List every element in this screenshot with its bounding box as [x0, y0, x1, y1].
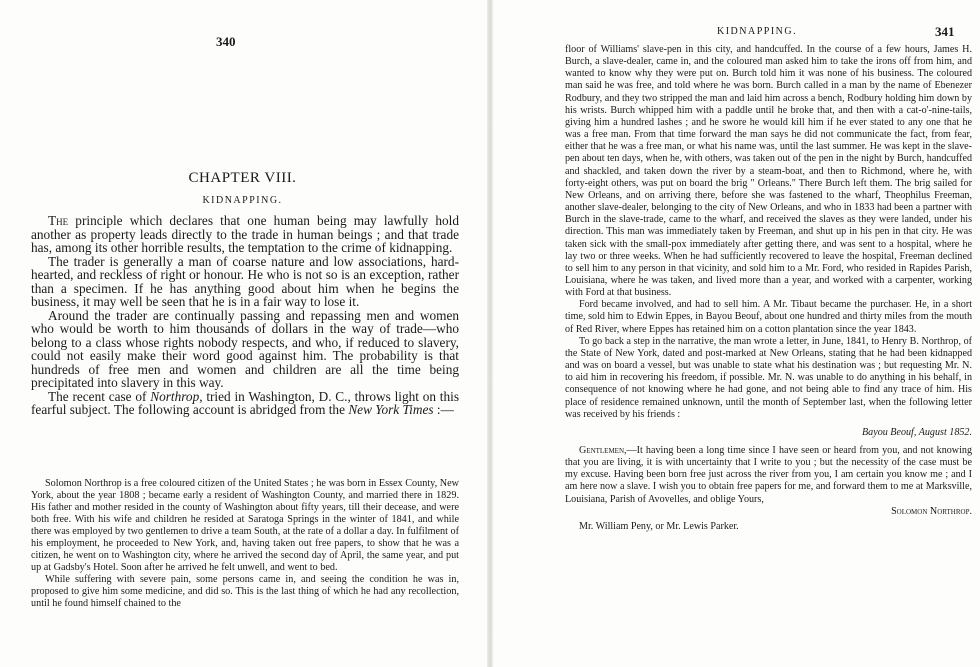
running-head: KIDNAPPING.: [717, 26, 798, 37]
left-page: [0, 0, 485, 667]
letter-salutation: Gentlemen,: [579, 445, 627, 456]
paragraph-3: Around the trader are continually passing and repassing men and women who would be worth to him thousands of dollars in the way of trade—who belong to a class whose rights nobody respects, and who, if reduced to slavery, could not easily make their word good against him. The probability is that hundreds of free men and women and children are all the time being precipitated into slavery in this way.: [31, 307, 459, 390]
quote-paragraph-1: Solomon Northrop is a free coloured citizen of the United States ; he was born in Essex County, New York, about the year 1808 ; became early a resident of Washington County, and married there in 1829. His father and mother resided in the county of Washington about fifty years, till their decease, and were both free. With his wife and children he resided at Saratoga Springs in the winter of 1841, and while there was employed by two gentlemen to drive a team South, at the rate of a dollar a day. In fulfilment of his employment, he proceeded to New York, and, having taken out free papers, to show that he was a citizen, he went on to Washington city, where he arrived the second day of April, the same year, and put up at Gadsby's Hotel. Soon after he arrived he felt unwell, and went to bed.: [31, 478, 459, 573]
letter-text: —It having been a long time since I have seen or heard from you, and not knowing that you are living, it is with uncertainty that I write to you ; but the necessity of the case must be my excuse. Having been born free just across the river from you, I am certain you know me ; and I am here now a slave. I wish you to obtain free papers for me, and forward them to me at Marksville, Louisiana, Parish of Avovelles, and oblige Yours,: [565, 445, 972, 505]
paragraph-letter-context: To go back a step in the narrative, the man wrote a letter, in June, 1841, to Henry B. Northrop, of the State of New York, dated and post-marked at New Orleans, stating that he had been kidnapped and was on board a vessel, but was unable to state what his destination was ; but requesting Mr. N. to aid him in recovering his freedom, if possible. Mr. N. was unable to do anything in his behalf, in consequence of not knowing where he had gone, and not being able to find any trace of him. His place of residence remained unknown, until the month of September last, when the following letter was received by his friends :: [565, 335, 972, 420]
letter-signature: Solomon Northrop.: [891, 505, 972, 517]
chapter-title: CHAPTER VIII.: [188, 170, 297, 186]
paragraph-1-text: principle which declares that one human being may lawfully hold another as property leads directly to the trade in human beings ; and that trade has, among its other horrible results, the temptation to the crime of kidnapping.: [31, 213, 459, 255]
case-name: Northrop: [150, 388, 200, 404]
paragraph-1: [31, 214, 459, 255]
paragraph-ford: Ford became involved, and had to sell him. A Mr. Tibaut became the purchaser. He, in a short time, sold him to Edwin Eppes, in Bayou Beouf, about one hundred and thirty miles from the mouth of Red River, where Eppes has retained him on a cotton plantation since the year 1843.: [565, 299, 972, 335]
page-number-right: 341: [935, 24, 955, 39]
section-heading: KIDNAPPING.: [202, 195, 283, 206]
letter-body: [565, 445, 972, 506]
paragraph-4: The recent case of Northrop, tried in Washington, D. C., throws light on this fearful subject. The following account is abridged from the New York Times :—: [31, 388, 459, 417]
paragraph-2: The trader is generally a man of coarse nature and low associations, hard-hearted, and reckless of right or honour. He who is not so is an exception, rather than a specimen. If he has anything good about him when he begins the business, it may well be seen that he is in a fair way to lose it.: [31, 253, 459, 309]
quote-paragraph-2: While suffering with severe pain, some persons came in, and seeing the condition he was in, proposed to give him some medicine, and did so. This is the last thing of which he had any recollection, until he found himself chained to the: [31, 574, 459, 609]
newspaper-name: New York Times: [348, 402, 434, 417]
right-page: [495, 0, 980, 667]
letter-dateline: Bayou Beouf, August 1852.: [862, 426, 972, 438]
page-number-left: 340: [216, 34, 236, 49]
letter-addressee: Mr. William Peny, or Mr. Lewis Parker.: [579, 520, 739, 532]
book-gutter: [487, 0, 493, 667]
continued-paragraph: floor of Williams' slave-pen in this city, and handcuffed. In the course of a few hours, James H. Burch, a slave-dealer, came in, and the coloured man asked him to take the irons off from him, and wanted to know why they were put on. Burch told him it was none of his business. The coloured man said he was free, and told where he was born. Burch called in a man by the name of Ebenezer Rodbury, and they two stripped the man and laid him across a bench, Rodbury holding him down by his wrists. Burch whipped him with a paddle until he broke that, and then with a cat-o'-nine-tails, giving him a hundred lashes ; and he swore he would kill him if he ever stated to any one that he was a free man. From that time forward the man says he did not communicate the fact, from fear, either that he was a free man, or what his name was, until the last summer. He was kept in the slave-pen about ten days, when he, with others, was taken out of the pen in the night by Burch, handcuffed and shackled, and taken down the river by a steam-boat, and then to Richmond, where he, with forty-eight others, was put on board the brig " Orleans." There Burch left them. The brig sailed for New Orleans, and on arriving there, before she was fastened to the wharf, Theophilus Freeman, another slave-dealer, belonging to the city of New Orleans, and who in 1833 had been a partner with Burch in the slave-trade, came to the wharf, and received the slaves as they were landed, under his direction. This man was immediately taken by Freeman, and shut up in his pen in that city. He was taken sick with the small-pox immediately after getting there, and was sent to a hospital, where he lay two or three weeks. When he had sufficiently recovered to leave the hospital, Freeman declined to sell him to any person in that vicinity, and sold him to a Mr. Ford, who resided in Rapides Parish, Louisiana, where he was taken, and lived more than a year, and worked with a carpenter, working with Ford at that business.: [565, 44, 972, 299]
body-text-right: [565, 44, 972, 533]
paragraph-1-lead: The: [48, 213, 69, 228]
body-text-large: [31, 214, 459, 417]
quoted-account: [31, 478, 459, 610]
